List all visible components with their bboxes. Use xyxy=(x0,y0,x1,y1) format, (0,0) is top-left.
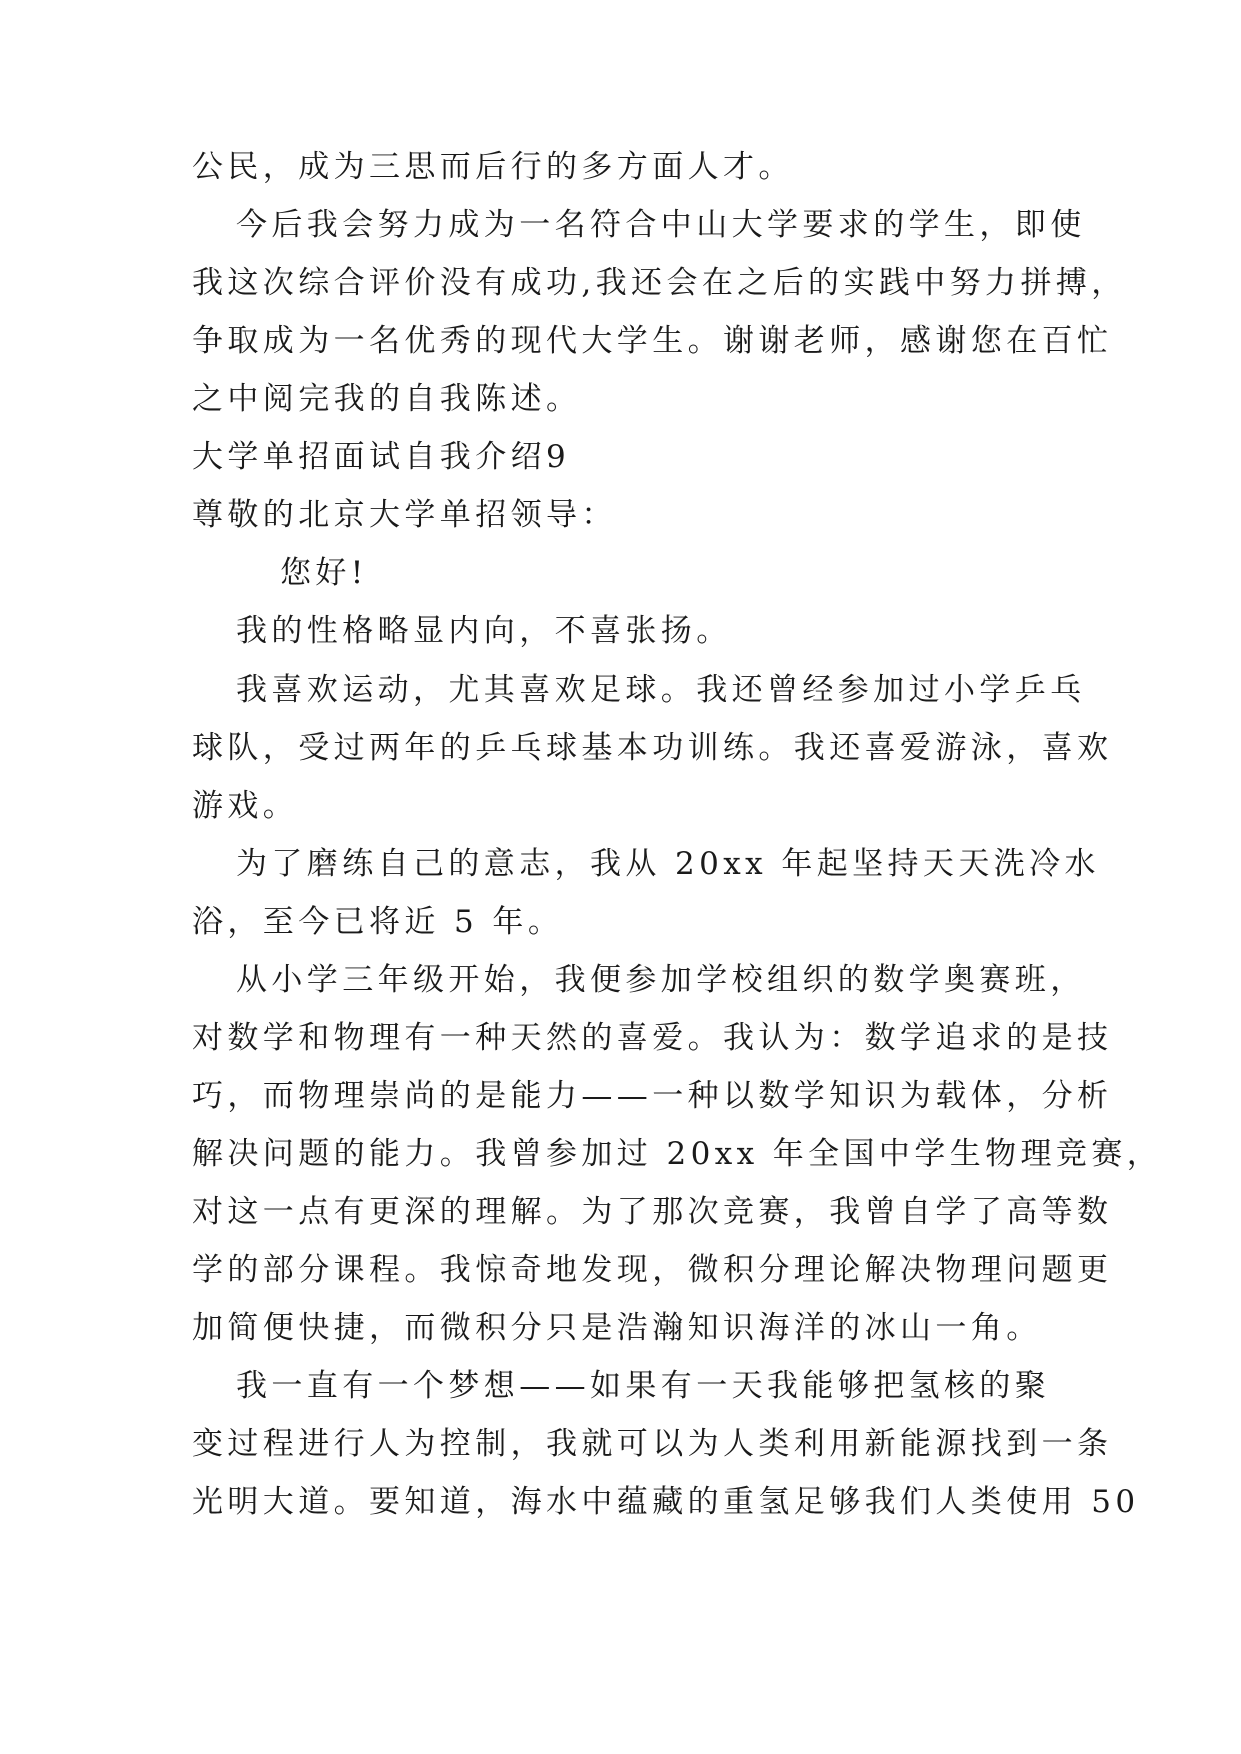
greeting: 您好! xyxy=(280,555,368,591)
paragraph-start-line: 我的性格略显内向，不喜张扬。 xyxy=(236,613,732,649)
text-line: 学的部分课程。我惊奇地发现，微积分理论解决物理问题更 xyxy=(192,1252,1113,1288)
text-line: 加简便快捷，而微积分只是浩瀚知识海洋的冰山一角。 xyxy=(192,1310,1042,1346)
text-line: 对这一点有更深的理解。为了那次竞赛，我曾自学了高等数 xyxy=(192,1194,1113,1230)
text-line: 之中阅完我的自我陈述。 xyxy=(192,381,582,417)
text-line: 游戏。 xyxy=(192,788,299,824)
text-line: 变过程进行人为控制，我就可以为人类利用新能源找到一条 xyxy=(192,1426,1113,1462)
paragraph-start-line: 今后我会努力成为一名符合中山大学要求的学生，即使 xyxy=(236,207,1086,243)
text-line: 我这次综合评价没有成功,我还会在之后的实践中努力拼搏， xyxy=(192,265,1127,301)
text-line: 浴，至今已将近 5 年。 xyxy=(192,904,564,940)
text-line: 巧，而物理崇尚的是能力——一种以数学知识为载体，分析 xyxy=(192,1078,1113,1114)
text-line: 对数学和物理有一种天然的喜爱。我认为：数学追求的是技 xyxy=(192,1020,1113,1056)
text-line: 公民，成为三思而后行的多方面人才。 xyxy=(192,149,794,185)
section-heading: 大学单招面试自我介绍9 xyxy=(192,439,571,475)
text-line: 解决问题的能力。我曾参加过 20xx 年全国中学生物理竞赛， xyxy=(192,1136,1163,1172)
text-line: 光明大道。要知道，海水中蕴藏的重氢足够我们人类使用 50 xyxy=(192,1484,1140,1520)
salutation: 尊敬的北京大学单招领导： xyxy=(192,497,617,533)
text-line: 争取成为一名优秀的现代大学生。谢谢老师，感谢您在百忙 xyxy=(192,323,1113,359)
paragraph-start-line: 我喜欢运动，尤其喜欢足球。我还曾经参加过小学乒乓 xyxy=(236,672,1086,708)
paragraph-start-line: 为了磨练自己的意志，我从 20xx 年起坚持天天洗冷水 xyxy=(236,846,1100,882)
text-line: 球队，受过两年的乒乓球基本功训练。我还喜爱游泳，喜欢 xyxy=(192,730,1113,766)
paragraph-start-line: 从小学三年级开始，我便参加学校组织的数学奥赛班， xyxy=(236,962,1086,998)
paragraph-start-line: 我一直有一个梦想——如果有一天我能够把氢核的聚 xyxy=(236,1368,1051,1404)
